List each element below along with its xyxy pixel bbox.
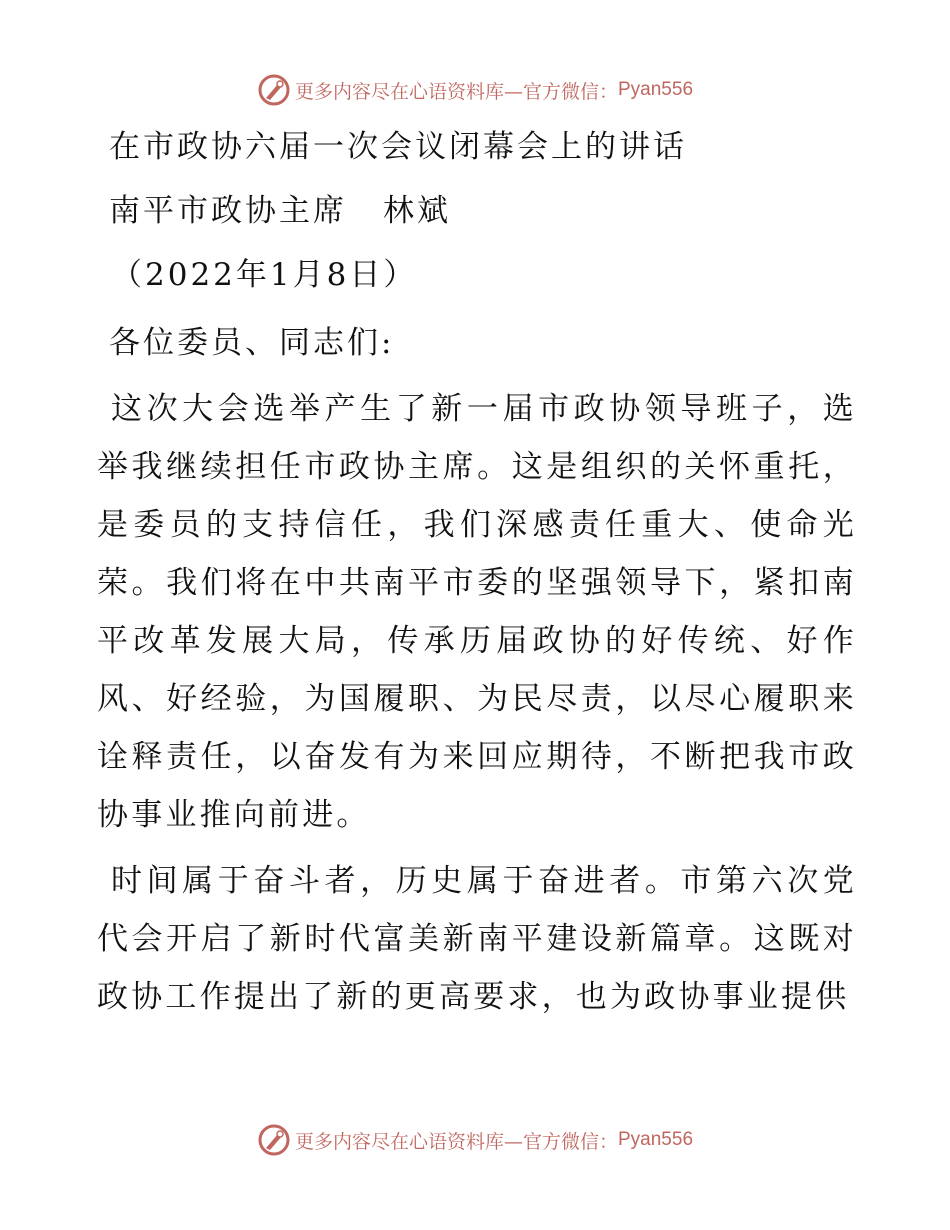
pen-circle-icon (257, 1123, 291, 1157)
document-body (97, 120, 857, 1034)
watermark-text: 更多内容尽在心语资料库—官方微信： (294, 80, 618, 103)
watermark-wechat-id: Pyan556 (618, 79, 694, 100)
document-salutation: 各位委员、同志们: (109, 325, 395, 361)
author-role: 南平市政协主席 (109, 193, 347, 229)
document-author (109, 184, 857, 238)
document-date: （2022年1月8日） (111, 257, 418, 293)
document-title: 在市政协六届一次会议闭幕会上的讲话 (109, 129, 687, 165)
watermark-header (0, 70, 950, 110)
paragraph: 时间属于奋斗者，历史属于奋进者。市第六次党代会开启了新时代富美新南平建设新篇章。这既对政协工作提出了新的更高要求，也为政协事业提供 (97, 863, 857, 1015)
watermark-wechat-id: Pyan556 (618, 1129, 694, 1150)
pen-circle-icon (257, 73, 291, 107)
paragraph: 这次大会选举产生了新一届市政协领导班子，选举我继续担任市政协主席。这是组织的关怀重托，是委员的支持信任，我们深感责任重大、使命光荣。我们将在中共南平市委的坚强领导下，紧扣南平改革发展大局，传承历届政协的好传统、好作风、好经验，为国履职、为民尽责，以尽心履职来诠释责任，以奋发有为来回应期待，不断把我市政协事业推向前进。 (97, 391, 857, 833)
author-name: 林斌 (383, 193, 451, 229)
watermark-footer (0, 1120, 950, 1160)
watermark-text: 更多内容尽在心语资料库—官方微信： (294, 1130, 618, 1153)
